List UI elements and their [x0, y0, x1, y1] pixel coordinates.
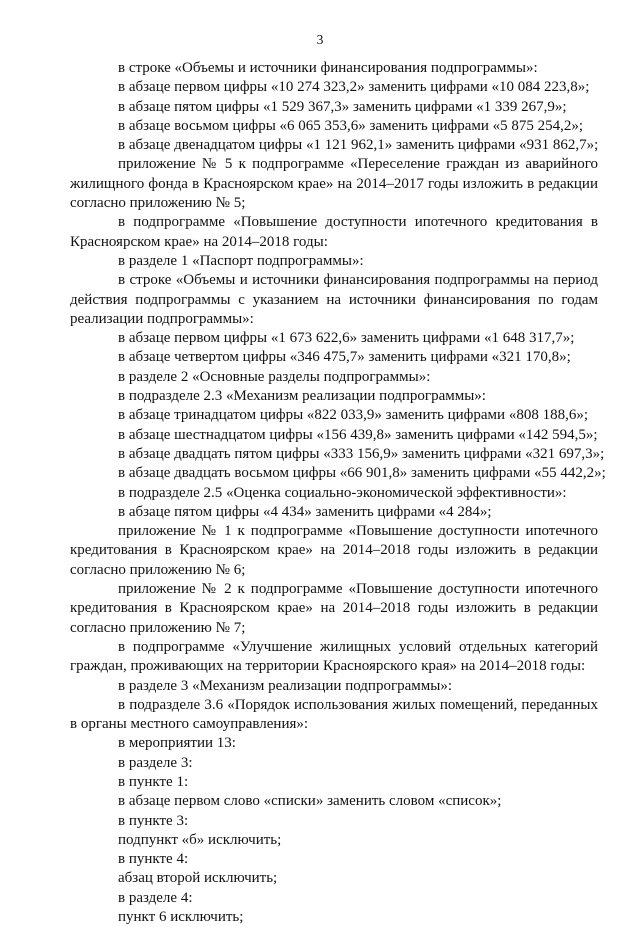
page-number: 3: [316, 32, 324, 47]
paragraph: в разделе 1 «Паспорт подпрограммы»:: [118, 252, 364, 269]
paragraph: в подпрограмме «Повышение доступности ипотечного кредитования в Красноярском крае» на 2014–2018 годы:: [70, 214, 598, 250]
paragraph: в разделе 3:: [118, 754, 193, 771]
paragraph: абзац второй исключить;: [118, 870, 278, 887]
paragraph: в абзаце двенадцатом цифры «1 121 962,1» заменить цифрами «931 862,7»;: [118, 137, 599, 154]
paragraph: в абзаце пятом цифры «4 434» заменить цифрами «4 284»;: [118, 503, 492, 520]
document-body: [70, 59, 606, 927]
paragraph: в абзаце шестнадцатом цифры «156 439,8» заменить цифрами «142 594,5»;: [118, 426, 598, 443]
paragraph: в подразделе 3.6 «Порядок использования жилых помещений, переданных в органы местного самоуправления»:: [70, 696, 598, 733]
paragraph: в абзаце тринадцатом цифры «822 033,9» заменить цифрами «808 188,6»;: [118, 407, 588, 424]
paragraph: в подразделе 2.3 «Механизм реализации подпрограммы»:: [118, 388, 486, 405]
paragraph: в пункте 1:: [118, 773, 189, 790]
paragraph: приложение № 5 к подпрограмме «Переселение граждан из аварийного жилищного фонда в Красноярском крае» на 2014–2017 годы изложить в редакции согласно приложению № 5;: [70, 156, 598, 212]
paragraph: в абзаце двадцать пятом цифры «333 156,9» заменить цифрами «321 697,3»;: [118, 445, 605, 462]
paragraph: в разделе 4:: [118, 889, 193, 906]
paragraph: в абзаце первом слово «списки» заменить словом «список»;: [118, 793, 502, 810]
paragraph: в мероприятии 13:: [118, 735, 236, 752]
paragraph: пункт 6 исключить;: [118, 909, 244, 926]
paragraph: в абзаце пятом цифры «1 529 367,3» заменить цифрами «1 339 267,9»;: [118, 98, 567, 115]
paragraph: в разделе 3 «Механизм реализации подпрограммы»:: [118, 677, 452, 694]
paragraph: в строке «Объемы и источники финансирования подпрограммы на период действия подпрограммы с указанием на источники финансирования по годам реализации подпрограммы»:: [70, 272, 598, 327]
paragraph: в абзаце первом цифры «10 274 323,2» заменить цифрами «10 084 223,8»;: [118, 79, 590, 96]
paragraph: подпункт «б» исключить;: [118, 831, 282, 848]
paragraph: в абзаце восьмом цифры «6 065 353,6» заменить цифрами «5 875 254,2»;: [118, 117, 584, 134]
paragraph: приложение № 1 к подпрограмме «Повышение доступности ипотечного кредитования в Красноярском крае» на 2014–2018 годы изложить в редакции согласно приложению № 6;: [70, 523, 598, 578]
paragraph: в подразделе 2.5 «Оценка социально-экономической эффективности»:: [118, 484, 567, 501]
paragraph: приложение № 2 к подпрограмме «Повышение доступности ипотечного кредитования в Красноярском крае» на 2014–2018 годы изложить в редакции согласно приложению № 7;: [70, 581, 598, 636]
paragraph: в разделе 2 «Основные разделы подпрограммы»:: [118, 368, 431, 385]
paragraph: в пункте 4:: [118, 851, 189, 868]
paragraph: в абзаце четвертом цифры «346 475,7» заменить цифрами «321 170,8»;: [118, 349, 571, 366]
paragraph: в абзаце первом цифры «1 673 622,6» заменить цифрами «1 648 317,7»;: [118, 330, 575, 347]
paragraph: в пункте 3:: [118, 812, 189, 829]
paragraph: в строке «Объемы и источники финансирования подпрограммы»:: [118, 60, 538, 76]
paragraph: в подпрограмме «Улучшение жилищных условий отдельных категорий граждан, проживающих на территории Красноярского края» на 2014–2018 годы:: [70, 638, 598, 675]
paragraph: в абзаце двадцать восьмом цифры «66 901,8» заменить цифрами «55 442,2»;: [118, 465, 606, 482]
